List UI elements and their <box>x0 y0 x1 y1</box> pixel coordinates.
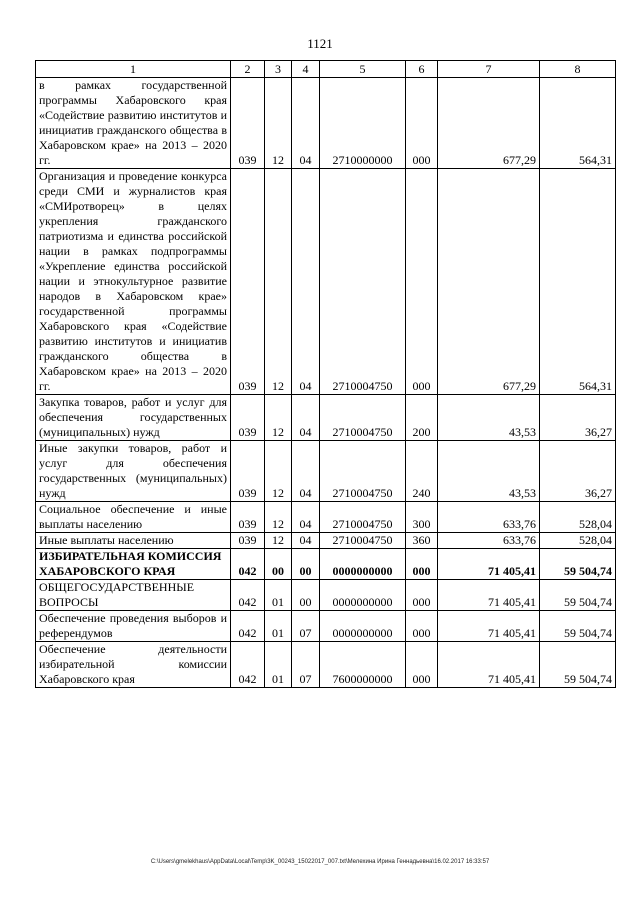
row-description: Иные выплаты населению <box>36 533 231 549</box>
cell-amount-planned: 677,29 <box>438 169 540 395</box>
row-description: ИЗБИРАТЕЛЬНАЯ КОМИССИЯ ХАБАРОВСКОГО КРАЯ <box>36 549 231 580</box>
cell-target-article: 2710004750 <box>320 441 406 502</box>
cell-section: 12 <box>265 441 292 502</box>
cell-amount-planned: 633,76 <box>438 502 540 533</box>
table-row <box>36 502 616 533</box>
cell-subsection: 04 <box>292 502 320 533</box>
table-row <box>36 611 616 642</box>
column-header-4: 4 <box>292 61 320 78</box>
cell-expense-type: 240 <box>406 441 438 502</box>
column-header-6: 6 <box>406 61 438 78</box>
cell-amount-planned: 71 405,41 <box>438 611 540 642</box>
table-row <box>36 169 616 395</box>
cell-target-article: 2710004750 <box>320 169 406 395</box>
cell-section: 12 <box>265 502 292 533</box>
cell-amount-executed: 59 504,74 <box>540 642 616 688</box>
cell-expense-type: 000 <box>406 78 438 169</box>
cell-section: 12 <box>265 169 292 395</box>
cell-ministry-code: 039 <box>231 441 265 502</box>
header-row <box>36 61 616 78</box>
budget-table <box>35 60 616 688</box>
cell-amount-executed: 528,04 <box>540 502 616 533</box>
cell-target-article: 0000000000 <box>320 580 406 611</box>
page-number: 1121 <box>307 36 333 51</box>
cell-ministry-code: 042 <box>231 580 265 611</box>
cell-amount-executed: 36,27 <box>540 441 616 502</box>
cell-ministry-code: 039 <box>231 78 265 169</box>
cell-amount-executed: 59 504,74 <box>540 580 616 611</box>
cell-ministry-code: 042 <box>231 642 265 688</box>
cell-amount-planned: 43,53 <box>438 395 540 441</box>
cell-ministry-code: 039 <box>231 169 265 395</box>
cell-section: 12 <box>265 78 292 169</box>
table-row <box>36 642 616 688</box>
cell-target-article: 2710000000 <box>320 78 406 169</box>
cell-subsection: 00 <box>292 549 320 580</box>
cell-section: 12 <box>265 395 292 441</box>
cell-expense-type: 000 <box>406 611 438 642</box>
cell-ministry-code: 042 <box>231 611 265 642</box>
column-header-3: 3 <box>265 61 292 78</box>
cell-target-article: 0000000000 <box>320 611 406 642</box>
cell-amount-planned: 71 405,41 <box>438 642 540 688</box>
cell-target-article: 2710004750 <box>320 533 406 549</box>
cell-expense-type: 360 <box>406 533 438 549</box>
cell-amount-planned: 677,29 <box>438 78 540 169</box>
cell-subsection: 07 <box>292 642 320 688</box>
cell-subsection: 04 <box>292 78 320 169</box>
cell-ministry-code: 039 <box>231 395 265 441</box>
table-row <box>36 533 616 549</box>
row-description: Обеспечение деятельности избирательной комиссии Хабаровского края <box>36 642 231 688</box>
cell-amount-planned: 71 405,41 <box>438 549 540 580</box>
table-row <box>36 78 616 169</box>
cell-ministry-code: 039 <box>231 502 265 533</box>
column-header-8: 8 <box>540 61 616 78</box>
row-description: Организация и проведение конкурса среди СМИ и журналистов края «СМИротворец» в целях укрепления гражданского патриотизма и единства российской нации в рамках подпрограммы «Укрепление единства российской нации и этнокультурное развитие народов в Хабаровском крае» государственной программы Хабаровского края «Содействие развитию институтов и инициатив гражданского общества в Хабаровском крае» на 2013 – 2020 гг. <box>36 169 231 395</box>
table-row <box>36 395 616 441</box>
column-header-7: 7 <box>438 61 540 78</box>
cell-expense-type: 000 <box>406 642 438 688</box>
cell-subsection: 04 <box>292 169 320 395</box>
row-description: Социальное обеспечение и иные выплаты населению <box>36 502 231 533</box>
cell-amount-executed: 59 504,74 <box>540 549 616 580</box>
cell-subsection: 04 <box>292 395 320 441</box>
cell-ministry-code: 042 <box>231 549 265 580</box>
cell-subsection: 04 <box>292 533 320 549</box>
table-row <box>36 441 616 502</box>
cell-amount-executed: 36,27 <box>540 395 616 441</box>
cell-expense-type: 200 <box>406 395 438 441</box>
cell-target-article: 2710004750 <box>320 502 406 533</box>
cell-ministry-code: 039 <box>231 533 265 549</box>
cell-amount-executed: 528,04 <box>540 533 616 549</box>
row-description: Закупка товаров, работ и услуг для обеспечения государственных (муниципальных) нужд <box>36 395 231 441</box>
cell-target-article: 7600000000 <box>320 642 406 688</box>
row-description: Обеспечение проведения выборов и референдумов <box>36 611 231 642</box>
document-footer-path: C:\Users\gmelekhaus\AppData\Local\Temp\3K_00243_15022017_007.txt\Мелехина Ирина Геннадьевна\16.02.2017 16:33:57 <box>150 859 490 865</box>
cell-expense-type: 300 <box>406 502 438 533</box>
column-header-5: 5 <box>320 61 406 78</box>
cell-target-article: 0000000000 <box>320 549 406 580</box>
cell-target-article: 2710004750 <box>320 395 406 441</box>
cell-section: 01 <box>265 611 292 642</box>
cell-section: 00 <box>265 549 292 580</box>
table-row <box>36 580 616 611</box>
table-row-section-header <box>36 549 616 580</box>
row-description: в рамках государственной программы Хабаровского края «Содействие развитию институтов и инициатив гражданского общества в Хабаровском крае» на 2013 – 2020 гг. <box>36 78 231 169</box>
row-description: ОБЩЕГОСУДАРСТВЕННЫЕ ВОПРОСЫ <box>36 580 231 611</box>
cell-amount-planned: 43,53 <box>438 441 540 502</box>
cell-amount-planned: 633,76 <box>438 533 540 549</box>
cell-expense-type: 000 <box>406 549 438 580</box>
cell-subsection: 00 <box>292 580 320 611</box>
cell-section: 01 <box>265 580 292 611</box>
cell-subsection: 04 <box>292 441 320 502</box>
cell-amount-executed: 59 504,74 <box>540 611 616 642</box>
cell-section: 01 <box>265 642 292 688</box>
cell-amount-executed: 564,31 <box>540 169 616 395</box>
column-header-1: 1 <box>36 61 231 78</box>
row-description: Иные закупки товаров, работ и услуг для обеспечения государственных (муниципальных) нужд <box>36 441 231 502</box>
cell-expense-type: 000 <box>406 580 438 611</box>
cell-expense-type: 000 <box>406 169 438 395</box>
cell-amount-executed: 564,31 <box>540 78 616 169</box>
cell-amount-planned: 71 405,41 <box>438 580 540 611</box>
column-header-2: 2 <box>231 61 265 78</box>
cell-subsection: 07 <box>292 611 320 642</box>
cell-section: 12 <box>265 533 292 549</box>
